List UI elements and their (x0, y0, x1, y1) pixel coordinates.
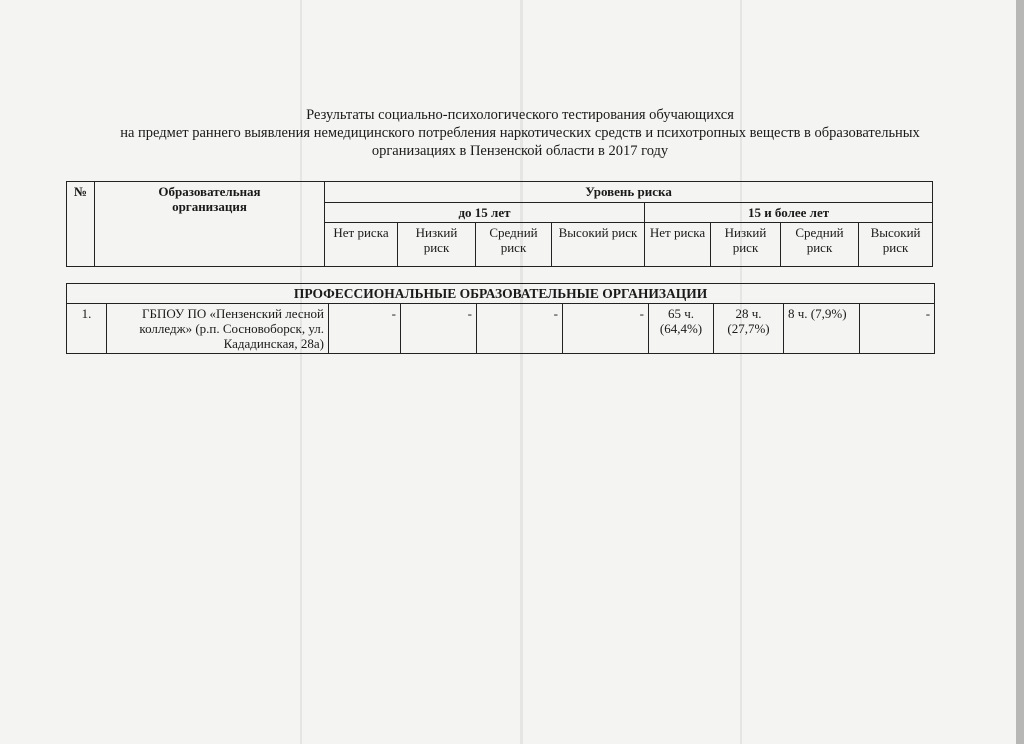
cell-mid-risk-o15: 8 ч. (7,9%) (784, 304, 860, 354)
cell-mid-risk-u15: - (477, 304, 563, 354)
cell-no-risk-u15: - (329, 304, 401, 354)
header-org-line2: организация (172, 199, 247, 214)
table-row (67, 304, 935, 354)
cell-high-risk-o15: - (860, 304, 935, 354)
col-no-risk-u15: Нет риска (325, 223, 398, 267)
col-high-risk-u15: Высокий риск (552, 223, 645, 267)
header-org (95, 182, 325, 267)
col-low-risk-o15: Низкий риск (711, 223, 781, 267)
title-line-1: Результаты социально-психологического тестирования обучающихся (306, 107, 734, 123)
scan-edge (1016, 0, 1024, 744)
cell-low-risk-o15: 28 ч. (27,7%) (714, 304, 784, 354)
header-over-15: 15 и более лет (645, 202, 933, 223)
header-under-15: до 15 лет (325, 202, 645, 223)
data-table (66, 283, 935, 354)
header-org-line1: Образовательная (158, 184, 261, 199)
col-mid-risk-u15: Средний риск (476, 223, 552, 267)
cell-low-risk-u15: - (401, 304, 477, 354)
col-no-risk-o15: Нет риска (645, 223, 711, 267)
section-title: ПРОФЕССИОНАЛЬНЫЕ ОБРАЗОВАТЕЛЬНЫЕ ОРГАНИЗАЦИИ (67, 284, 935, 304)
header-risk-level: Уровень риска (325, 182, 933, 203)
row-num: 1. (67, 304, 107, 354)
col-mid-risk-o15: Средний риск (781, 223, 859, 267)
cell-high-risk-u15: - (563, 304, 649, 354)
col-high-risk-o15: Высокий риск (859, 223, 933, 267)
header-table (66, 181, 933, 267)
title-line-3: организациях в Пензенской области в 2017 году (371, 143, 669, 159)
title-line-2: на предмет раннего выявления немедицинского потребления наркотических средств и психотропных веществ в образовательных (120, 125, 920, 141)
cell-no-risk-o15: 65 ч. (64,4%) (649, 304, 714, 354)
header-num: № (67, 182, 95, 267)
document-title (80, 106, 960, 160)
col-low-risk-u15: Низкий риск (398, 223, 476, 267)
row-org: ГБПОУ ПО «Пензенский лесной колледж» (р.п. Сосновоборск, ул. Кададинская, 28а) (107, 304, 329, 354)
